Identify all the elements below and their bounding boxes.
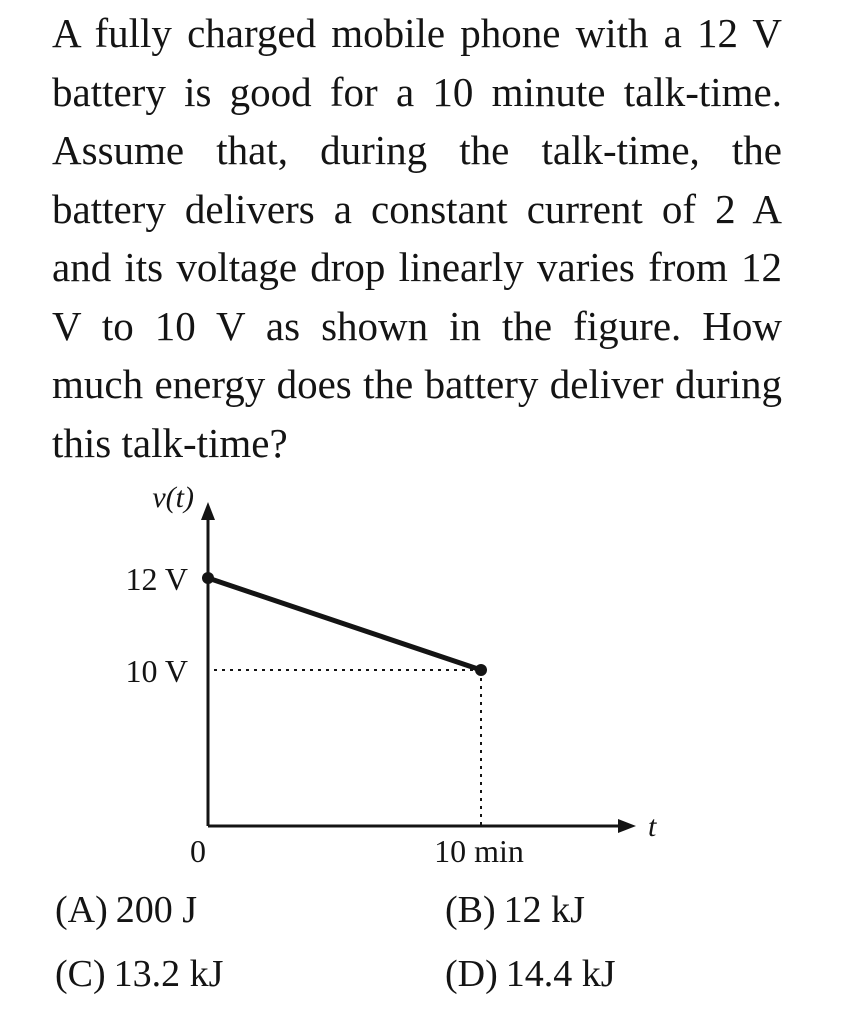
x-tick-label-10: 10 min xyxy=(434,833,524,869)
y-tick-label-10: 10 V xyxy=(125,653,188,689)
x-axis-label: t xyxy=(648,810,657,843)
option-c[interactable] xyxy=(55,952,223,996)
option-b[interactable] xyxy=(445,888,585,932)
option-d-letter: (D) xyxy=(445,953,498,995)
option-d[interactable] xyxy=(445,952,616,996)
option-a-letter: (A) xyxy=(55,889,108,931)
option-a-value: 200 J xyxy=(115,889,198,931)
y-axis-label: v(t) xyxy=(152,481,194,514)
option-c-letter: (C) xyxy=(55,953,106,995)
option-a[interactable] xyxy=(55,888,197,932)
y-tick-label-12: 12 V xyxy=(125,561,188,597)
option-d-value: 14.4 kJ xyxy=(505,953,616,995)
option-c-value: 13.2 kJ xyxy=(113,953,224,995)
option-b-letter: (B) xyxy=(445,889,496,931)
x-tick-label-0: 0 xyxy=(190,833,206,869)
question-text: A fully charged mobile phone with a 12 V battery is good for a 10 minute talk-time. Assume that, during the talk-time, the battery delivers a constant current of 2 A and its voltage drop linearly varies from 12 V to 10 V as shown in the figure. How much energy does the battery deliver during this talk-time? xyxy=(52,10,782,466)
option-b-value: 12 kJ xyxy=(503,889,585,931)
